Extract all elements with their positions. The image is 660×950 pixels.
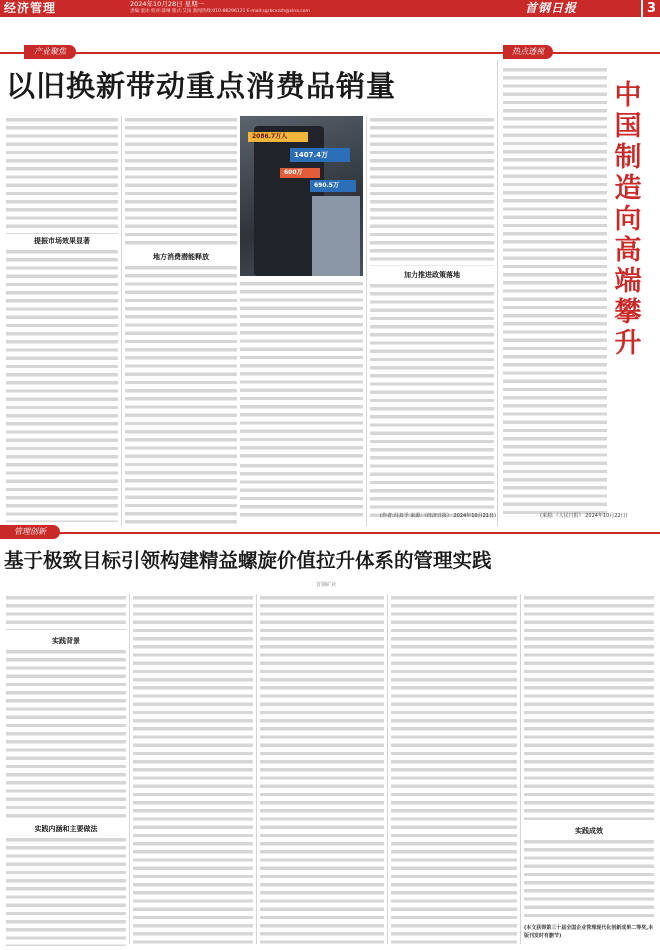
label-consumption: 产业聚焦	[24, 45, 76, 59]
article1-subhead-1: 提振市场效果显著	[34, 237, 90, 245]
article2-subhead-1: 实践背景	[52, 637, 80, 645]
photo-caption-4: 690.5万	[310, 180, 356, 192]
sidebar-vertical-title: 中国制造向高端攀升	[614, 80, 642, 359]
section-rule	[0, 52, 560, 54]
article2-byline: 首钢矿业	[316, 582, 337, 588]
photo-caption-2: 1407.4万	[290, 148, 350, 162]
masthead-logo: 首钢日报	[525, 1, 578, 15]
article2-col5-text	[524, 594, 654, 820]
article1-subhead-3: 加力推进政策落地	[404, 271, 460, 279]
label-management: 管理创新	[0, 525, 60, 539]
column-divider	[366, 116, 367, 526]
article2-col4-text	[391, 594, 517, 944]
column-divider	[121, 116, 122, 526]
article1-headline: 以旧换新带动重点消费品销量	[6, 69, 397, 103]
photo-caption-3: 600万	[280, 168, 320, 178]
article1-subhead-2: 地方消费潜能释放	[153, 253, 209, 261]
header-meta: 责编:童冰 校对:薛琳 版式:艾雨 新闻热线:010-88296121 E-mail:sgrbcxzzh@sina.com	[130, 9, 310, 14]
column-divider	[129, 594, 130, 944]
section-rule	[0, 532, 660, 534]
article2-headline: 基于极致目标引领构建精益螺旋价值拉升体系的管理实践	[4, 549, 492, 572]
issue-date: 2024年10月28日 星期一	[130, 0, 205, 8]
article1-col4-text-2	[370, 282, 494, 518]
article2-col1-text-2	[6, 648, 126, 820]
article2-col1-text	[6, 594, 126, 630]
article2-footer: (本文获得第三十届全国企业管理现代化创新成果二等奖,本版刊发时有删节)	[524, 925, 654, 939]
section-name: 经济管理	[4, 1, 57, 15]
column-divider	[520, 594, 521, 944]
article1-col3-text-2	[240, 462, 363, 518]
photo-caption-1: 2086.7万人	[248, 132, 308, 142]
article2-subhead-3: 实践成效	[575, 827, 603, 835]
article1-footer: (作者:冯其予 来源:《经济日报》 2024年10月21日)	[380, 513, 496, 519]
article1-col4-text	[370, 116, 494, 266]
column-divider	[256, 594, 257, 944]
article1-col2-text-2	[125, 264, 237, 526]
sidebar-text	[503, 66, 607, 516]
page-number: 3	[641, 0, 660, 17]
sidebar-footer: (来源:《人民日报》 2024年10月22日)	[540, 513, 628, 519]
label-hotspot: 热点透视	[503, 45, 553, 59]
article2-col1-text-3	[6, 836, 126, 946]
shopping-photo	[240, 116, 363, 276]
article1-col3-text	[240, 280, 363, 458]
article2-col2-text	[133, 594, 253, 944]
article2-col5-text-2	[524, 838, 654, 922]
section-rule	[560, 52, 660, 54]
column-divider	[497, 60, 498, 526]
article1-col1-text-2	[6, 248, 118, 522]
article2-col3-text	[260, 594, 384, 944]
column-divider	[387, 594, 388, 944]
article1-col1-text	[6, 116, 118, 234]
article2-subhead-2: 实践内涵和主要做法	[34, 825, 98, 833]
article1-col2-text	[125, 116, 237, 248]
